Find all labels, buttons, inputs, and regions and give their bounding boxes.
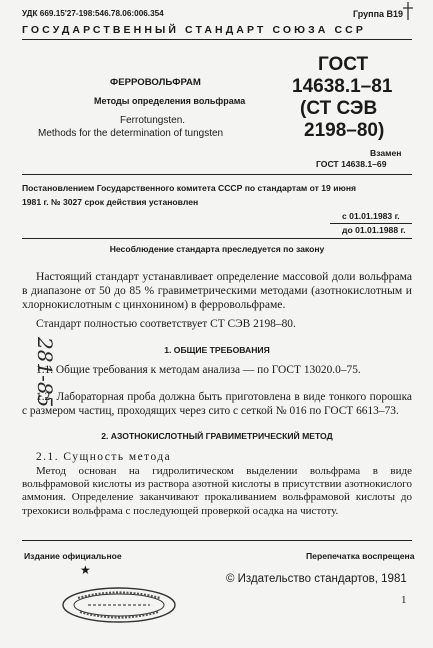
reprint-prohibited: Перепечатка воспрещена — [306, 551, 415, 561]
star-mark: ★ — [80, 563, 91, 577]
header-rule — [22, 39, 412, 40]
ru-title: ФЕРРОВОЛЬФРАМ — [110, 77, 201, 88]
library-stamp — [60, 585, 178, 625]
sev-number: 2198–80) — [304, 120, 385, 141]
title-rule — [22, 174, 412, 175]
sev-label: (СТ СЭВ — [300, 98, 378, 119]
effective-from-underline — [330, 223, 412, 224]
section-1-2: 1.2. Лабораторная проба должна быть приготовлена в виде тонкого порошка с размером частиц, проходящих через сито с сеткой № 016 по ГОСТ 6613–73. — [22, 391, 412, 417]
section-2-1-text: Метод основан на гидролитическом выделении вольфрама в виде вольфрамовой кислоты из раствора азотной кислоты в присутствии азотнокислого аммония. Определение заканчивают прокаливанием вольфрамовой кислоты до трехокиси вольфрама с последующей проверкой осадка на чистоту. — [22, 465, 412, 517]
stamp-oval-graphic — [60, 585, 178, 625]
footer-rule — [22, 540, 412, 541]
udk-code: УДК 669.15'27-198:546.78.06:006.354 — [22, 9, 164, 18]
replaces-label: Взамен — [370, 148, 402, 158]
gost-number: 14638.1–81 — [292, 76, 393, 97]
margin-note-text: 281-85 — [33, 337, 57, 408]
en-subtitle: Methods for the determination of tungsten — [38, 128, 224, 139]
decree-line-1: Постановлением Государственного комитета СССР по стандартам от 19 июня — [22, 183, 357, 193]
page-number: 1 — [401, 594, 407, 606]
handwritten-margin-note — [0, 337, 57, 408]
law-warning: Несоблюдение стандарта преследуется по закону — [109, 244, 325, 254]
replaces-value: ГОСТ 14638.1–69 — [316, 159, 387, 169]
corner-mark-graphic — [401, 0, 415, 22]
corner-mark — [401, 0, 415, 22]
section-1-heading: 1. ОБЩИЕ ТРЕБОВАНИЯ — [164, 345, 270, 355]
decree-line-2: 1981 г. № 3027 срок действия установлен — [22, 197, 199, 207]
section-1-1: 1.1. Общие требования к методам анализа — по ГОСТ 13020.0–75. — [36, 364, 361, 376]
en-title: Ferrotungsten. — [120, 115, 186, 126]
section-2-1-title: 2.1. Сущность метода — [36, 451, 172, 463]
effective-to: до 01.01.1988 г. — [342, 225, 406, 235]
effective-from: с 01.01.1983 г. — [342, 211, 400, 221]
official-edition: Издание официальное — [24, 551, 122, 561]
publisher-copyright: © Издательство стандартов, 1981 — [226, 573, 407, 585]
decree-rule — [22, 238, 412, 239]
intro-paragraph: Настоящий стандарт устанавливает определение массовой доли вольфрама в диапазоне от 50 до 85 % гравиметрическими методами (азотнокислотным и хлорнокислотным с цинхонином) в ферровольфраме. — [22, 270, 412, 311]
group-code: Группа В19 — [353, 9, 404, 19]
standard-line: ГОСУДАРСТВЕННЫЙ СТАНДАРТ СОЮЗА ССР — [22, 24, 366, 36]
gost-label: ГОСТ — [318, 54, 369, 75]
ru-subtitle: Методы определения вольфрама — [94, 96, 246, 106]
intro-conformity: Стандарт полностью соответствует СТ СЭВ 2198–80. — [36, 318, 296, 330]
section-2-heading: 2. АЗОТНОКИСЛОТНЫЙ ГРАВИМЕТРИЧЕСКИЙ МЕТОД — [101, 431, 333, 441]
